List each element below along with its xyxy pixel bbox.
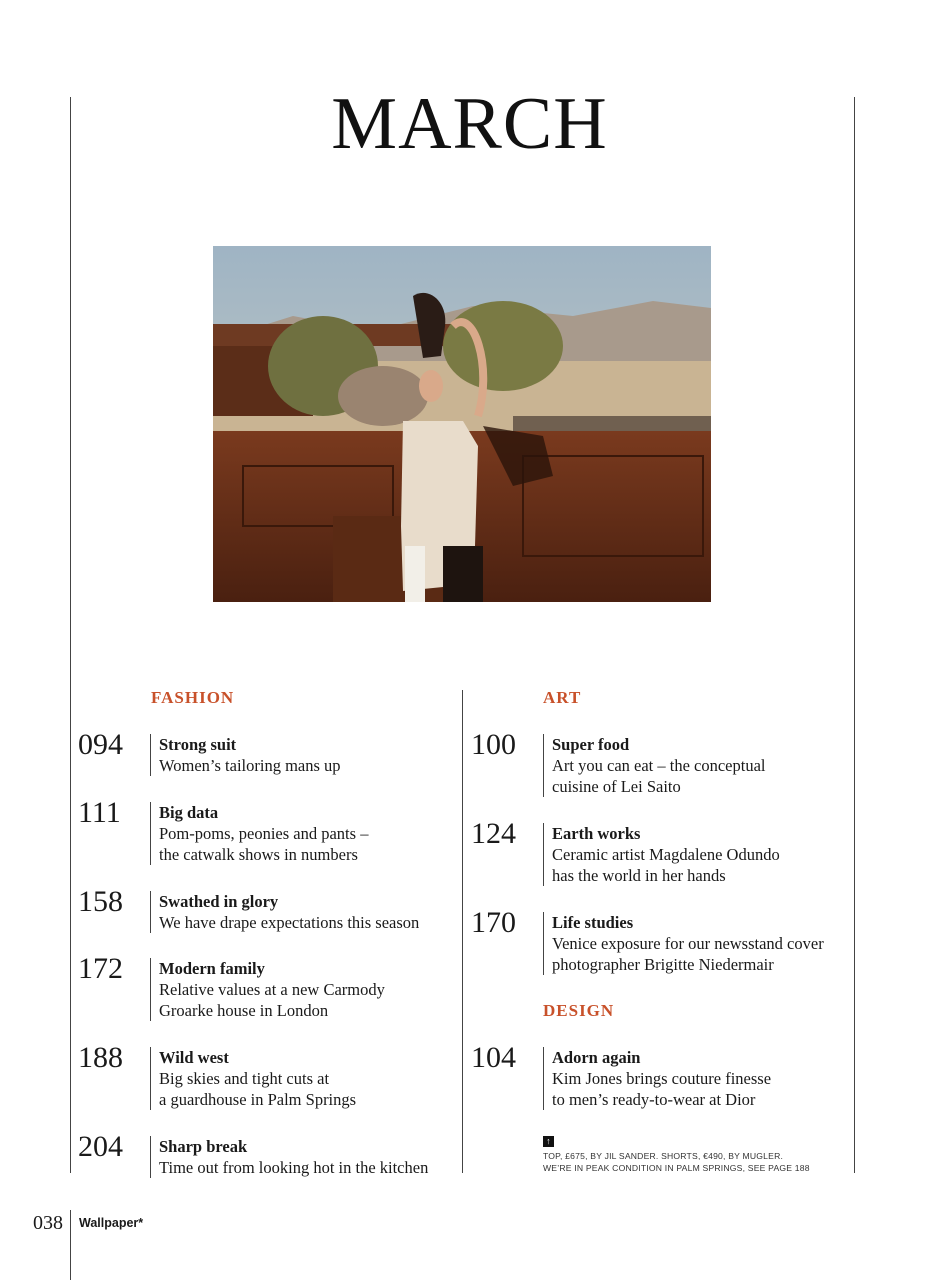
page-folio: 038 — [33, 1212, 63, 1234]
entry-heading: Strong suit — [159, 735, 237, 754]
caption-line: WE’RE IN PEAK CONDITION IN PALM SPRINGS, SEE PAGE 188 — [543, 1163, 810, 1173]
section-heading-art: ART — [543, 688, 582, 707]
brand-logo: Wallpaper* — [79, 1216, 144, 1230]
entry-text — [150, 1136, 428, 1178]
entry-heading: Big data — [159, 803, 219, 822]
entry-heading: Adorn again — [552, 1048, 641, 1067]
feature-photo — [213, 246, 711, 602]
entry-description: Groarke house in London — [159, 1001, 329, 1020]
entry-heading: Super food — [552, 735, 630, 754]
entry-text — [543, 734, 766, 797]
entry-text — [150, 891, 419, 933]
section-heading-fashion: FASHION — [151, 688, 235, 707]
page-number: 094 — [78, 728, 123, 761]
page-number: 188 — [78, 1041, 123, 1074]
page-number: 172 — [78, 952, 123, 985]
entry-description: Time out from looking hot in the kitchen — [159, 1158, 429, 1177]
entry-heading: Life studies — [552, 913, 634, 932]
photo-caption — [543, 1135, 810, 1174]
right-rule — [854, 97, 855, 1173]
page-number: 111 — [78, 796, 121, 829]
arrow-up-icon: ↑ — [543, 1136, 554, 1147]
entry-text — [150, 802, 368, 865]
entry-description: cuisine of Lei Saito — [552, 777, 681, 796]
left-rule — [70, 97, 71, 1173]
folio-rule — [70, 1210, 71, 1280]
entry-heading: Swathed in glory — [159, 892, 279, 911]
entry-text — [150, 958, 385, 1021]
page-number: 124 — [471, 817, 516, 850]
entry-description: the catwalk shows in numbers — [159, 845, 358, 864]
caption-line: TOP, £675, BY JIL SANDER. SHORTS, €490, BY MUGLER. — [543, 1151, 784, 1161]
section-heading-design: DESIGN — [543, 1001, 615, 1020]
entry-text — [543, 823, 780, 886]
entry-heading: Modern family — [159, 959, 265, 978]
page-number: 104 — [471, 1041, 516, 1074]
page-number: 170 — [471, 906, 516, 939]
entry-description: Ceramic artist Magdalene Odundo — [552, 845, 780, 864]
photo-image-icon — [213, 246, 711, 602]
page-number: 158 — [78, 885, 123, 918]
entry-description: Pom-poms, peonies and pants – — [159, 824, 369, 843]
entry-description: to men’s ready-to-wear at Dior — [552, 1090, 756, 1109]
entry-description: Kim Jones brings couture finesse — [552, 1069, 772, 1088]
entry-text — [150, 734, 341, 776]
entry-description: a guardhouse in Palm Springs — [159, 1090, 357, 1109]
entry-heading: Sharp break — [159, 1137, 248, 1156]
page-number: 100 — [471, 728, 516, 761]
entry-text — [543, 1047, 771, 1110]
entry-text — [543, 912, 824, 975]
entry-description: has the world in her hands — [552, 866, 726, 885]
entry-description: Art you can eat – the conceptual — [552, 756, 766, 775]
page-number: 204 — [78, 1130, 123, 1163]
column-divider — [462, 690, 463, 1173]
page-title: MARCH — [331, 83, 608, 165]
entry-description: Women’s tailoring mans up — [159, 756, 341, 775]
entry-description: photographer Brigitte Niedermair — [552, 955, 774, 974]
entry-description: We have drape expectations this season — [159, 913, 420, 932]
entry-text — [150, 1047, 356, 1110]
entry-heading: Earth works — [552, 824, 641, 843]
entry-description: Relative values at a new Carmody — [159, 980, 385, 999]
entry-heading: Wild west — [159, 1048, 229, 1067]
entry-description: Venice exposure for our newsstand cover — [552, 934, 824, 953]
entry-description: Big skies and tight cuts at — [159, 1069, 330, 1088]
